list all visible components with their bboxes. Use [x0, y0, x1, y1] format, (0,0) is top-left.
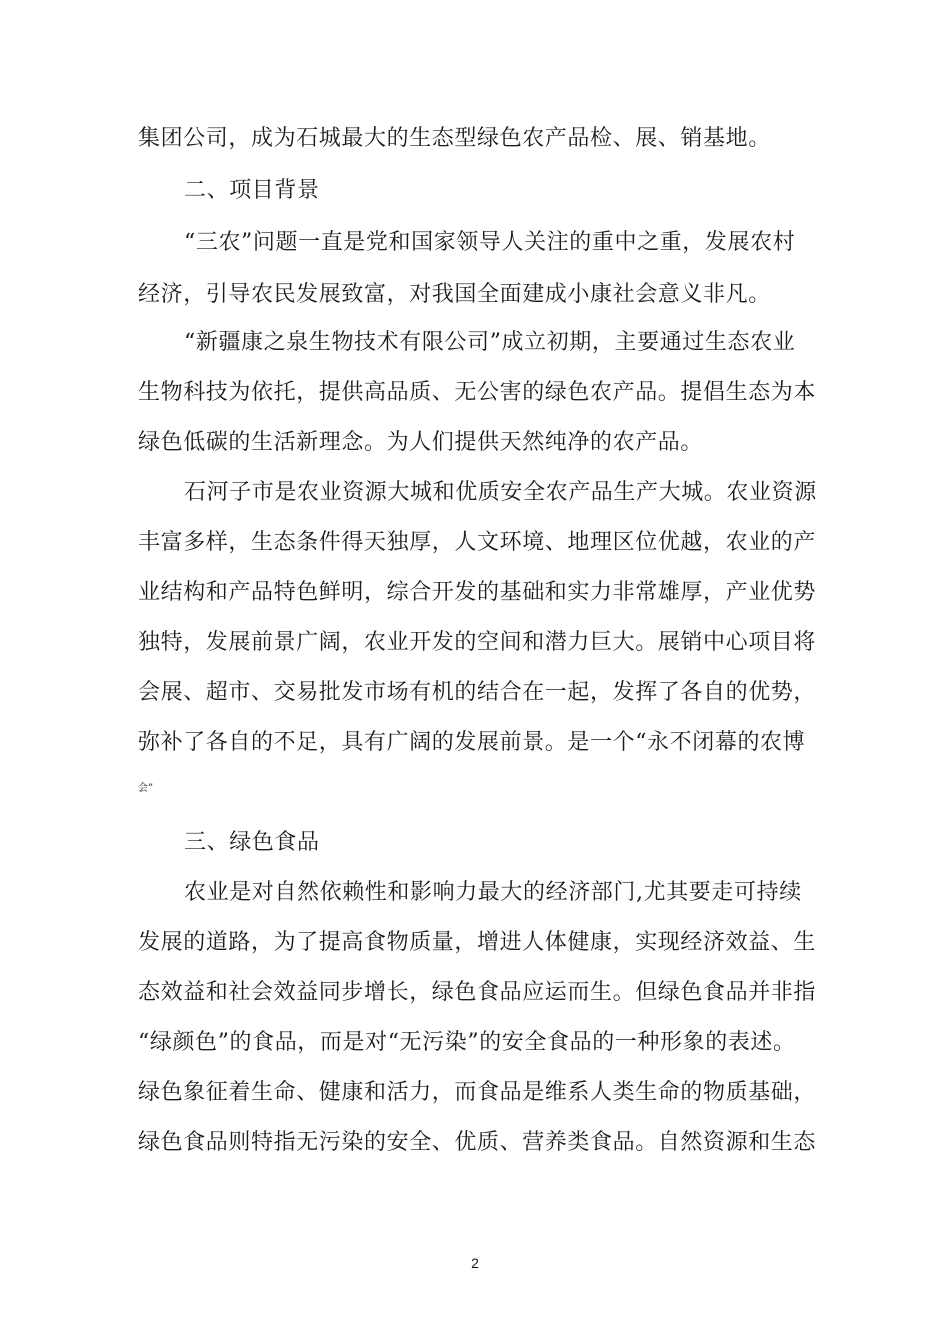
text-line: 绿色食品则特指无污染的安全、优质、营养类食品。自然资源和生态 — [138, 1130, 817, 1155]
text-line: 生物科技为依托，提供高品质、无公害的绿色农产品。提倡生态为本 — [138, 380, 817, 405]
text-line: 绿色低碳的生活新理念。为人们提供天然纯净的农产品。 — [138, 430, 704, 455]
page-number: 2 — [471, 1255, 479, 1271]
text-line-fragment: 会” — [138, 783, 154, 794]
text-line: “三农”问题一直是党和国家领导人关注的重中之重，发展农村 — [184, 230, 796, 255]
text-line: 丰富多样，生态条件得天独厚，人文环境、地理区位优越，农业的产 — [138, 530, 817, 555]
text-line: 态效益和社会效益同步增长，绿色食品应运而生。但绿色食品并非指 — [138, 980, 817, 1005]
text-line: 会展、超市、交易批发市场有机的结合在一起，发挥了各自的优势， — [138, 680, 817, 705]
text-line: 独特，发展前景广阔，农业开发的空间和潜力巨大。展销中心项目将 — [138, 630, 817, 655]
text-line: 业结构和产品特色鲜明，综合开发的基础和实力非常雄厚，产业优势 — [138, 580, 817, 605]
text-line: 绿色象征着生命、健康和活力，而食品是维系人类生命的物质基础， — [138, 1080, 817, 1105]
text-line: 石河子市是农业资源大城和优质安全农产品生产大城。农业资源 — [184, 480, 817, 505]
text-line: 经济，引导农民发展致富，对我国全面建成小康社会意义非凡。 — [138, 282, 771, 307]
text-line: 农业是对自然依赖性和影响力最大的经济部门,尤其要走可持续 — [184, 880, 802, 905]
text-line: 集团公司，成为石城最大的生态型绿色农产品检、展、销基地。 — [138, 126, 771, 151]
text-line: 发展的道路，为了提高食物质量，增进人体健康，实现经济效益、生 — [138, 930, 817, 955]
text-line: “绿颜色”的食品，而是对“无污染”的安全食品的一种形象的表述。 — [138, 1030, 796, 1055]
text-line: 弥补了各自的不足，具有广阔的发展前景。是一个“永不闭幕的农博 — [138, 730, 806, 755]
section-heading: 二、项目背景 — [184, 178, 320, 203]
section-heading: 三、绿色食品 — [184, 830, 320, 855]
text-line: “新疆康之泉生物技术有限公司”成立初期，主要通过生态农业 — [184, 330, 796, 355]
